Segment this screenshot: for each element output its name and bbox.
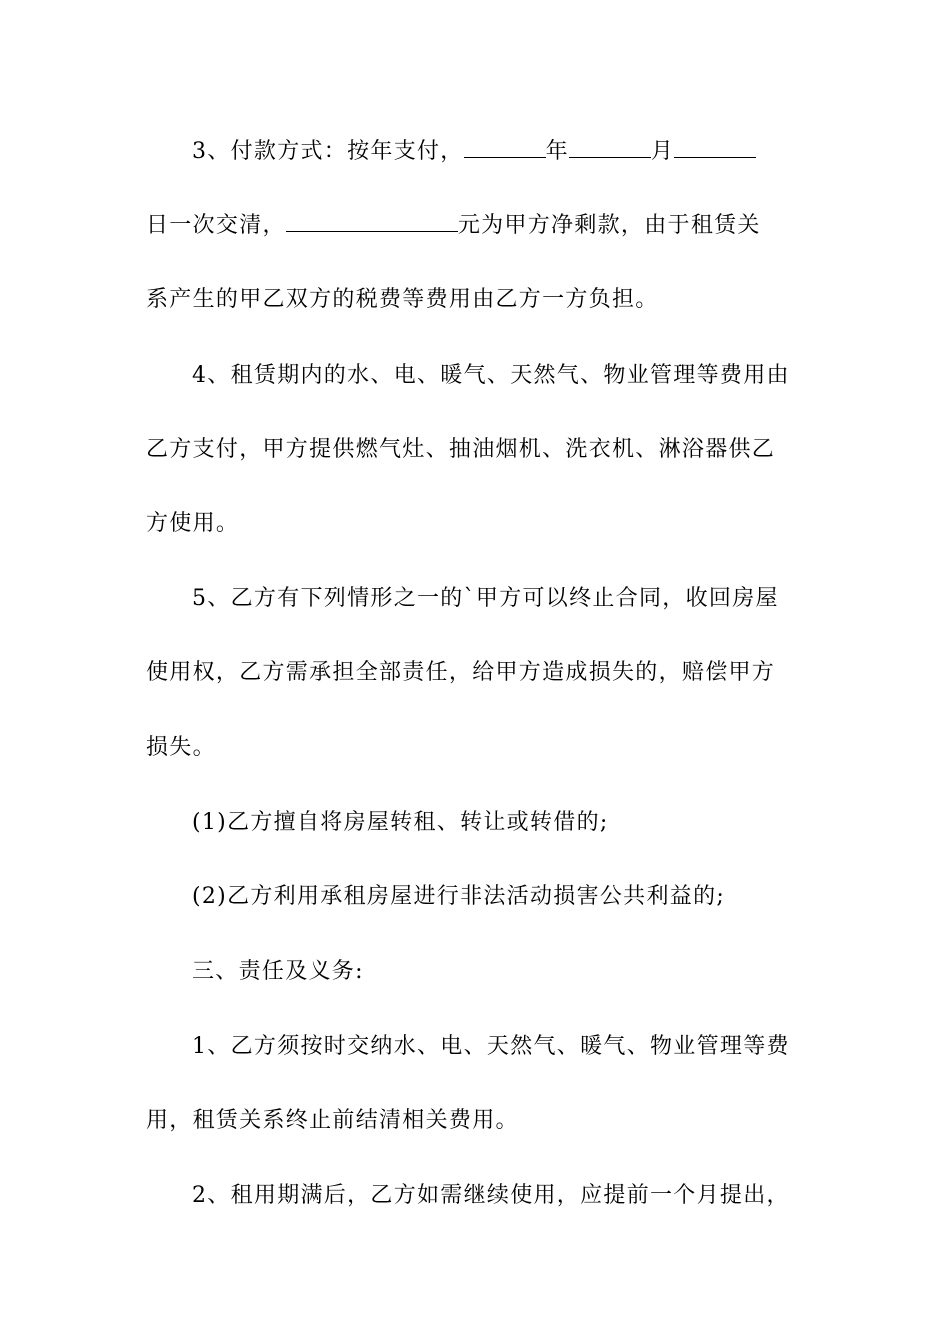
paragraph-line: 损失。 — [146, 735, 216, 760]
paragraph-line: 5、乙方有下列情形之一的`甲方可以终止合同，收回房屋 — [192, 586, 779, 611]
paragraph-line: 1、乙方须按时交纳水、电、天然气、暖气、物业管理等费 — [192, 1034, 790, 1059]
year-blank — [464, 139, 546, 158]
paragraph-line: 乙方支付，甲方提供燃气灶、抽油烟机、洗衣机、淋浴器供乙 — [146, 437, 776, 462]
paragraph-line: 4、租赁期内的水、电、暖气、天然气、物业管理等费用由 — [192, 363, 790, 388]
year-label: 年 — [545, 139, 569, 164]
paragraph-line: 2、租用期满后，乙方如需继续使用，应提前一个月提出， — [192, 1183, 790, 1208]
section-heading: 三、责任及义务: — [192, 959, 364, 984]
payment-once-text: 日一次交清， — [146, 213, 286, 238]
day-blank — [674, 139, 756, 158]
paragraph-line: 方使用。 — [146, 511, 240, 536]
clause-item-2: (2)乙方利用承租房屋进行非法活动损害公共利益的; — [192, 884, 726, 909]
net-amount-text: 元为甲方净剩款，由于租赁关 — [457, 213, 761, 238]
clause-item-1: (1)乙方擅自将房屋转租、转让或转借的; — [192, 810, 609, 835]
month-blank — [569, 139, 651, 158]
payment-amount-line — [146, 211, 816, 241]
paragraph-line: 系产生的甲乙双方的税费等费用由乙方一方负担。 — [146, 287, 659, 312]
paragraph-line: 使用权，乙方需承担全部责任，给甲方造成损失的，赔偿甲方 — [146, 660, 776, 685]
paragraph-line: 用，租赁关系终止前结清相关费用。 — [146, 1108, 519, 1133]
month-label: 月 — [650, 139, 675, 164]
payment-method-text: 3、付款方式：按年支付， — [192, 139, 464, 164]
payment-method-line — [192, 137, 862, 167]
amount-blank — [286, 213, 458, 232]
